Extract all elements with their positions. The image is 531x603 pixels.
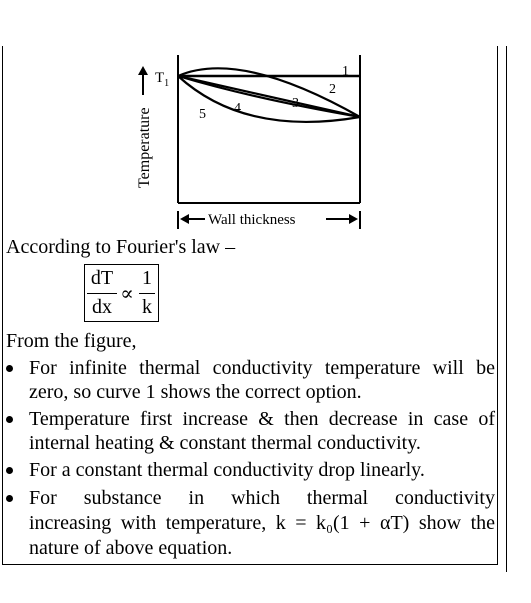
- right-border: [497, 46, 498, 565]
- bullet-4-line-3: nature of above equation.: [29, 537, 233, 559]
- bullet-1-line-2: zero, so curve 1 shows the correct option.: [29, 381, 362, 403]
- bullet-4-line-1: For substance in which thermal conductivity: [29, 487, 495, 509]
- bullet-1-line-1: For infinite thermal conductivity temperature will be: [29, 357, 495, 379]
- bullet-dot-4: [6, 495, 13, 502]
- outer-right-border: [506, 46, 507, 572]
- bullet-dot-1: [6, 365, 13, 372]
- formula-lhs-numerator: dT: [90, 267, 114, 289]
- from-figure-text: From the figure,: [6, 330, 137, 352]
- formula-rhs-denominator: k: [142, 296, 152, 318]
- curve-label-2: 2: [329, 82, 336, 97]
- intro-text: According to Fourier's law –: [6, 236, 236, 258]
- formula-box: [84, 264, 159, 322]
- bullet-dot-3: [6, 467, 13, 474]
- curve-label-3: 3: [292, 96, 299, 111]
- temperature-profile-diagram: [130, 55, 370, 235]
- y-axis-label: Temperature: [136, 107, 153, 188]
- t1-label: $T_1$: [155, 70, 170, 89]
- temperature-arrow-head: [138, 66, 148, 75]
- formula-proportional-sign: ∝: [120, 283, 134, 305]
- curve-label-5: 5: [199, 107, 206, 122]
- dimension-arrow-left: [180, 214, 189, 224]
- bullet-dot-2: [6, 416, 13, 423]
- bullet-3-line-1: For a constant thermal conductivity drop linearly.: [29, 459, 425, 481]
- formula-rhs-bar: [139, 293, 155, 294]
- curve-label-1: 1: [342, 64, 349, 79]
- bullet-2-line-1: Temperature first increase & then decrease in case of: [29, 408, 495, 430]
- curve-label-4: 4: [234, 101, 241, 116]
- dimension-arrow-right: [349, 214, 358, 224]
- x-axis-label: Wall thickness: [208, 212, 296, 228]
- formula-lhs-bar: [87, 293, 117, 294]
- left-border: [2, 46, 3, 565]
- formula-lhs-denominator: dx: [92, 296, 112, 318]
- bullet-2-line-2: internal heating & constant thermal conductivity.: [29, 432, 421, 454]
- bottom-border: [2, 564, 498, 565]
- formula-rhs-numerator: 1: [142, 267, 152, 289]
- bullet-4-line-2: increasing with temperature, k = k₀(1 + αT) show the: [29, 512, 495, 534]
